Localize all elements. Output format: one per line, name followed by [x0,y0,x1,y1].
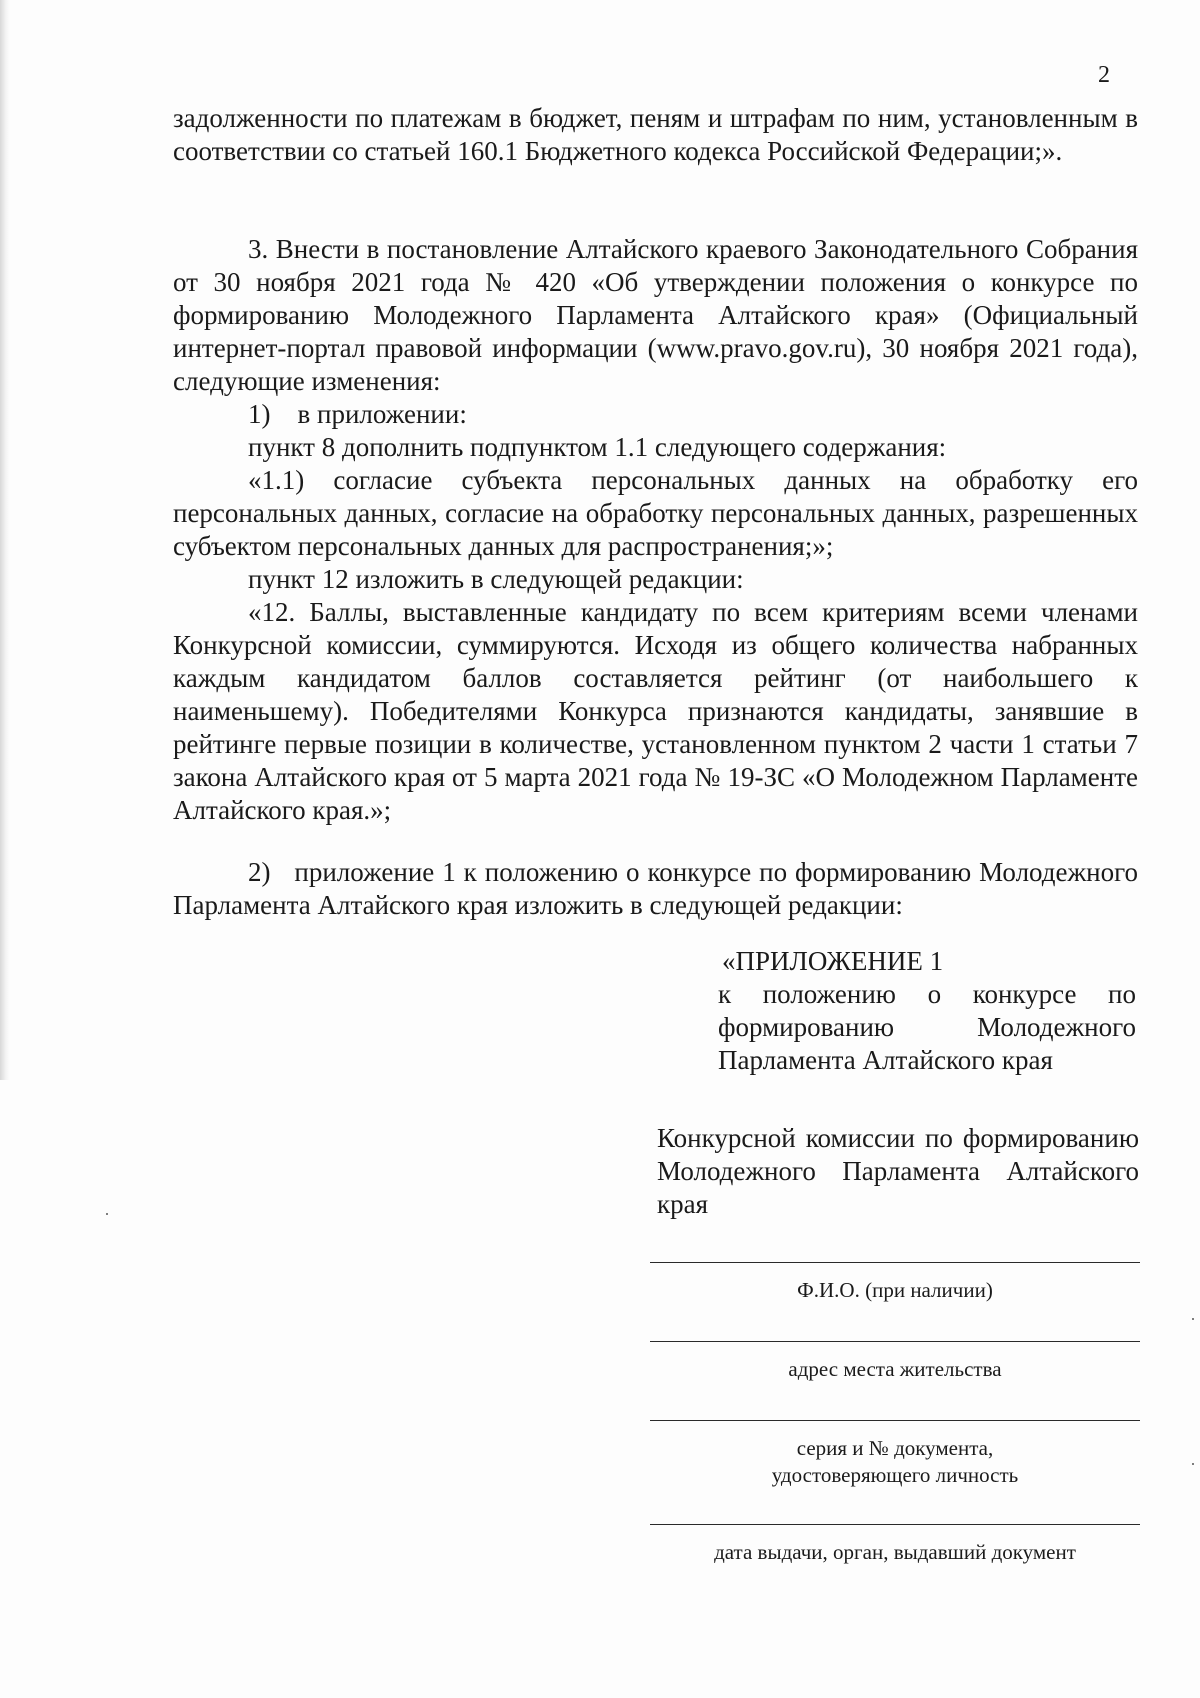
scan-speck [106,1213,108,1215]
fio-caption: Ф.И.О. (при наличии) [797,1278,993,1302]
scan-edge-shadow [0,0,10,1080]
address-caption: адрес места жительства [788,1357,1002,1381]
subitem-2-text: 2) приложение 1 к положению о конкурсе по формированию Молодежного Парламента Алтайского края изложить в следующей редакции: [173,857,1145,920]
field-issue-date [650,1524,1140,1566]
document-caption-line-2: удостоверяющего личность [771,1463,1019,1487]
recipient-block: Конкурсной комиссии по формированию Молодежного Парламента Алтайского края [657,1123,1139,1219]
appendix-title: «ПРИЛОЖЕНИЕ 1 [722,946,944,976]
address-underline [650,1341,1140,1342]
page-number: 2 [1098,62,1110,88]
field-address [650,1341,1140,1383]
scan-speck [1192,1318,1194,1320]
document-caption [650,1435,1140,1489]
scan-speck [1192,1463,1194,1465]
issue-date-underline [650,1524,1140,1525]
point-8-instruction: пункт 8 дополнить подпунктом 1.1 следующего содержания: [248,432,947,462]
appendix-header [718,945,1136,1077]
point-12-instruction: пункт 12 изложить в следующей редакции: [248,564,744,594]
document-caption-line-1: серия и № документа, [796,1436,994,1460]
field-fio [650,1262,1140,1304]
field-document [650,1420,1140,1489]
section-3 [173,233,1138,827]
continuation-text: задолженности по платежам в бюджет, пеням и штрафам по ним, установленным в соответствии со статьей 160.1 Бюджетного кодекса Российской Федерации;». [173,103,1138,166]
issue-date-caption: дата выдачи, орган, выдавший документ [714,1540,1076,1564]
point-8-text: «1.1) согласие субъекта персональных данных на обработку его персональных данных, согласие на обработку персональных данных, разрешенных субъектом персональных данных для распространения;»; [173,465,1138,561]
subitem-2 [173,856,1145,922]
subitem-1: 1) в приложении: [248,399,467,429]
fio-underline [650,1262,1140,1263]
section-3-intro: 3. Внести в постановление Алтайского краевого Законодательного Собрания от 30 ноября 2021 года № 420 «Об утверждении положения о конкурсе по формированию Молодежного Парламента Алтайского края» (Официальный интернет-портал правовой информации (www.pravo.gov.ru), 30 ноября 2021 года), следующие изменения: [173,234,1138,396]
appendix-description: к положению о конкурсе по формированию Молодежного Парламента Алтайского края [718,979,1136,1075]
paragraph-continuation [173,102,1138,168]
point-12-text: «12. Баллы, выставленные кандидату по всем критериям всеми членами Конкурсной комиссии, суммируются. Исходя из общего количества набранных каждым кандидатом баллов составляется рейтинг (от наибольшего к наименьшему). Победителями Конкурса признаются кандидаты, занявшие в рейтинге первые позиции в количестве, установленном пунктом 2 части 1 статьи 7 закона Алтайского края от 5 марта 2021 года № 19-ЗС «О Молодежном Парламенте Алтайского края.»; [173,597,1138,825]
document-underline [650,1420,1140,1421]
